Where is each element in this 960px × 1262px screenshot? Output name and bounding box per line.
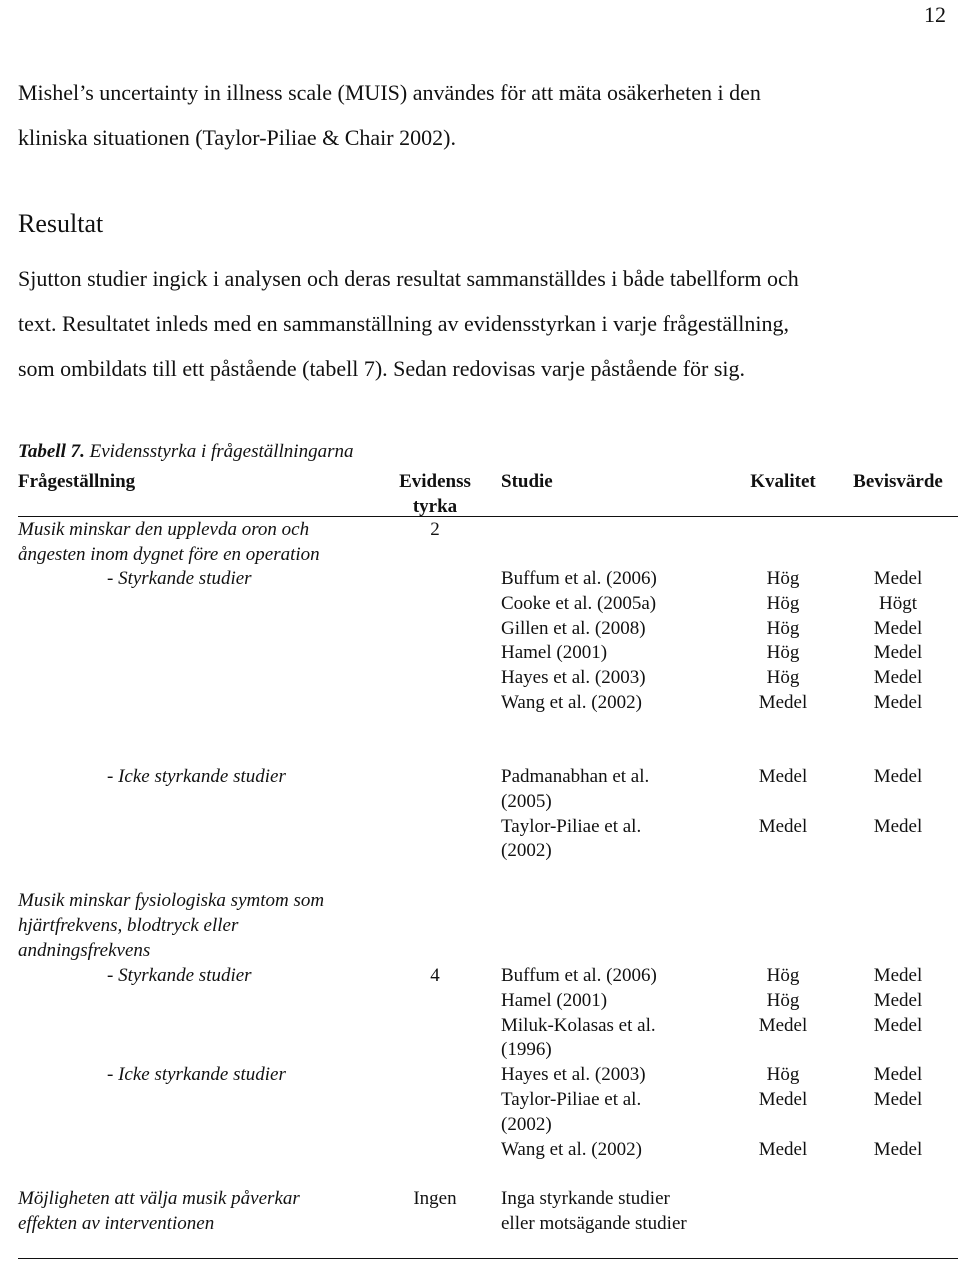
value-cell: Medel (873, 989, 923, 1011)
intro-paragraph (18, 70, 761, 160)
study-cell: Padmanabhan et al. (501, 766, 650, 787)
question-title (18, 889, 324, 963)
quality-cell: Hög (766, 965, 800, 986)
evidence-strength: 2 (430, 519, 440, 540)
study-cell: Hamel (2001) (501, 642, 608, 664)
nonsupporting-label: - Icke styrkande studier (107, 766, 286, 787)
value-cell: Medel (873, 815, 923, 837)
value-cell: Medel (873, 667, 923, 689)
question-title-line: andningsfrekvens (18, 939, 151, 961)
evidence-strength: 4 (430, 965, 440, 986)
quality-cell: Medel (758, 1138, 808, 1160)
study-list (501, 567, 657, 716)
question-title-line: hjärtfrekvens, blodtryck eller (18, 914, 239, 936)
study-cell: (2005) (501, 790, 552, 812)
study-cell: eller motsägande studier (501, 1212, 687, 1234)
quality-list (735, 964, 831, 1162)
study-list (501, 765, 649, 864)
header-value: Bevisvärde (853, 471, 943, 492)
text-line: text. Resultatet inleds med en sammanställning av evidensstyrkan i varje frågeställning, (18, 311, 790, 336)
text-line: Mishel’s uncertainty in illness scale (MUIS) användes för att mäta osäkerheten i den (18, 80, 761, 105)
quality-cell: Hög (766, 642, 800, 664)
value-cell: Medel (873, 1088, 923, 1110)
result-paragraph (18, 256, 799, 391)
study-cell: (2002) (501, 840, 552, 862)
study-cell: Hayes et al. (2003) (501, 1064, 646, 1086)
quality-cell: Medel (758, 815, 808, 837)
supporting-label: - Styrkande studier (107, 965, 252, 986)
quality-cell: Medel (758, 691, 808, 713)
study-cell: Buffum et al. (2006) (501, 965, 657, 986)
question-title-line: effekten av interventionen (18, 1212, 215, 1234)
study-list (501, 1187, 687, 1237)
question-title-line: ångesten inom dygnet före en operation (18, 543, 320, 565)
quality-cell: Hög (766, 592, 800, 614)
value-list (840, 964, 956, 1162)
text-line: som ombildats till ett påstående (tabell 7). Sedan redovisas varje påstående för sig. (18, 356, 746, 381)
study-cell: Taylor-Piliae et al. (501, 815, 642, 837)
table-bottom-rule (18, 1258, 958, 1259)
header-quality: Kvalitet (750, 471, 816, 492)
study-cell: Hamel (2001) (501, 989, 608, 1011)
study-cell: Gillen et al. (2008) (501, 617, 646, 639)
value-cell: Högt (879, 592, 917, 614)
value-cell: Medel (873, 1014, 923, 1036)
study-cell: Cooke et al. (2005a) (501, 592, 657, 614)
quality-list (735, 765, 831, 839)
question-title (18, 1187, 300, 1237)
question-title-line: Musik minskar fysiologiska symtom som (18, 890, 325, 911)
quality-list (735, 567, 831, 716)
quality-cell: Medel (758, 766, 808, 787)
study-cell: Wang et al. (2002) (501, 691, 642, 713)
value-cell: Medel (873, 1064, 923, 1086)
question-title (18, 518, 320, 568)
value-cell: Medel (873, 1138, 923, 1160)
quality-cell: Hög (766, 667, 800, 689)
table-caption-text: Evidensstyrka i frågeställningarna (89, 441, 354, 462)
question-title-line: Musik minskar den upplevda oron och (18, 519, 310, 540)
study-cell: Taylor-Piliae et al. (501, 1088, 642, 1110)
section-heading: Resultat (18, 209, 104, 238)
value-list (840, 567, 956, 716)
study-cell: Inga styrkande studier (501, 1188, 670, 1209)
quality-cell: Medel (758, 1014, 808, 1036)
value-cell: Medel (873, 617, 923, 639)
value-list (840, 765, 956, 839)
quality-cell: Medel (758, 1088, 808, 1110)
header-evidence-line: Evidenss (399, 471, 471, 492)
text-line: Sjutton studier ingick i analysen och deras resultat sammanställdes i både tabellform och (18, 266, 799, 291)
quality-cell: Hög (766, 1064, 800, 1086)
study-cell: Hayes et al. (2003) (501, 667, 646, 689)
header-study: Studie (501, 471, 553, 492)
supporting-label: - Styrkande studier (107, 568, 252, 589)
study-list (501, 964, 657, 1162)
quality-cell: Hög (766, 568, 800, 589)
header-rule (18, 516, 958, 517)
header-evidence (380, 469, 490, 519)
quality-cell: Hög (766, 617, 800, 639)
study-cell: (1996) (501, 1039, 552, 1061)
text-line: kliniska situationen (Taylor-Piliae & Chair 2002). (18, 125, 456, 150)
study-cell: Buffum et al. (2006) (501, 568, 657, 589)
value-cell: Medel (873, 965, 923, 986)
value-cell: Medel (873, 568, 923, 589)
question-title-line: Möjligheten att välja musik påverkar (18, 1188, 300, 1209)
nonsupporting-label: - Icke styrkande studier (107, 1064, 286, 1085)
table-caption-label: Tabell 7. (18, 441, 85, 462)
page-number: 12 (924, 2, 946, 27)
evidence-strength: Ingen (413, 1188, 457, 1209)
value-cell: Medel (873, 766, 923, 787)
value-cell: Medel (873, 691, 923, 713)
header-evidence-line: tyrka (412, 496, 458, 517)
value-cell: Medel (873, 642, 923, 664)
quality-cell: Hög (766, 989, 800, 1011)
study-cell: Wang et al. (2002) (501, 1138, 642, 1160)
table-caption (18, 441, 353, 463)
study-cell: (2002) (501, 1113, 552, 1135)
header-question: Frågeställning (18, 471, 136, 492)
study-cell: Miluk-Kolasas et al. (501, 1014, 656, 1036)
